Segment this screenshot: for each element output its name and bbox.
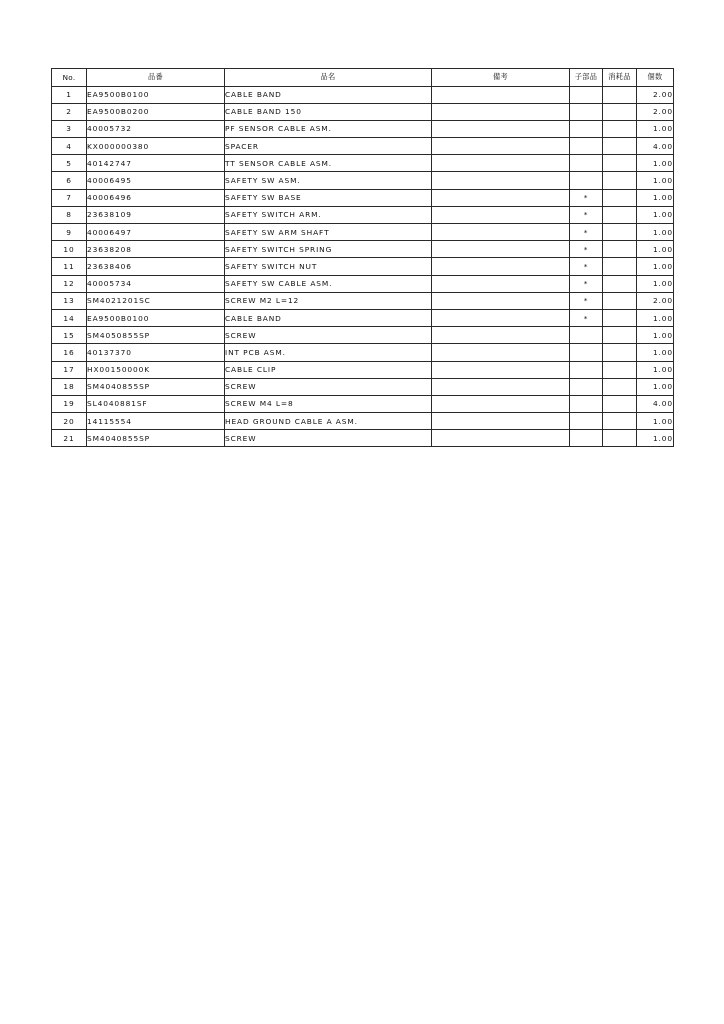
- row-number: 15: [52, 327, 87, 344]
- part-number-cell: EA9500B0200: [87, 103, 225, 120]
- part-number-cell: 40006497: [87, 224, 225, 241]
- table-row: [52, 206, 674, 223]
- header-no: No.: [52, 69, 87, 87]
- row-number: 4: [52, 138, 87, 155]
- part-name-cell: TT SENSOR CABLE ASM.: [225, 155, 432, 172]
- part-number-cell: SM4021201SC: [87, 292, 225, 309]
- part-number-cell: SM4040855SP: [87, 430, 225, 447]
- part-number-cell: 23638109: [87, 206, 225, 223]
- quantity-cell: 1.00: [637, 413, 674, 430]
- part-name-cell: SCREW M4 L=8: [225, 395, 432, 412]
- remarks-cell: [432, 258, 570, 275]
- header-remarks: 備考: [432, 69, 570, 87]
- header-part-name: 品名: [225, 69, 432, 87]
- row-number: 13: [52, 292, 87, 309]
- remarks-cell: [432, 361, 570, 378]
- quantity-cell: 1.00: [637, 361, 674, 378]
- table-row: [52, 120, 674, 137]
- quantity-cell: 2.00: [637, 292, 674, 309]
- remarks-cell: [432, 395, 570, 412]
- table-row: [52, 430, 674, 447]
- sub-part-mark-cell: [570, 327, 603, 344]
- consumable-mark-cell: [603, 275, 637, 292]
- quantity-cell: 1.00: [637, 258, 674, 275]
- part-number-cell: EA9500B0100: [87, 86, 225, 103]
- remarks-cell: [432, 378, 570, 395]
- quantity-cell: 1.00: [637, 327, 674, 344]
- table-row: [52, 258, 674, 275]
- consumable-mark-cell: [603, 103, 637, 120]
- row-number: 3: [52, 120, 87, 137]
- remarks-cell: [432, 309, 570, 326]
- sub-part-mark-cell: *: [570, 258, 603, 275]
- consumable-mark-cell: [603, 430, 637, 447]
- consumable-mark-cell: [603, 138, 637, 155]
- quantity-cell: 1.00: [637, 378, 674, 395]
- consumable-mark-cell: [603, 172, 637, 189]
- part-name-cell: PF SENSOR CABLE ASM.: [225, 120, 432, 137]
- table-row: [52, 378, 674, 395]
- row-number: 16: [52, 344, 87, 361]
- sub-part-mark-cell: *: [570, 275, 603, 292]
- table-row: [52, 241, 674, 258]
- remarks-cell: [432, 430, 570, 447]
- row-number: 20: [52, 413, 87, 430]
- part-name-cell: CABLE BAND 150: [225, 103, 432, 120]
- part-name-cell: SAFETY SWITCH SPRING: [225, 241, 432, 258]
- quantity-cell: 4.00: [637, 395, 674, 412]
- row-number: 8: [52, 206, 87, 223]
- consumable-mark-cell: [603, 206, 637, 223]
- table-row: [52, 275, 674, 292]
- part-number-cell: SM4040855SP: [87, 378, 225, 395]
- remarks-cell: [432, 206, 570, 223]
- sub-part-mark-cell: [570, 120, 603, 137]
- part-name-cell: CABLE BAND: [225, 86, 432, 103]
- part-name-cell: SAFETY SWITCH ARM.: [225, 206, 432, 223]
- remarks-cell: [432, 86, 570, 103]
- sub-part-mark-cell: [570, 378, 603, 395]
- row-number: 17: [52, 361, 87, 378]
- part-number-cell: 40006495: [87, 172, 225, 189]
- consumable-mark-cell: [603, 120, 637, 137]
- header-quantity: 個数: [637, 69, 674, 87]
- consumable-mark-cell: [603, 224, 637, 241]
- remarks-cell: [432, 120, 570, 137]
- table-row: [52, 86, 674, 103]
- row-number: 10: [52, 241, 87, 258]
- sub-part-mark-cell: *: [570, 241, 603, 258]
- part-number-cell: KX000000380: [87, 138, 225, 155]
- quantity-cell: 1.00: [637, 275, 674, 292]
- quantity-cell: 4.00: [637, 138, 674, 155]
- remarks-cell: [432, 138, 570, 155]
- consumable-mark-cell: [603, 86, 637, 103]
- table-row: [52, 361, 674, 378]
- part-name-cell: SAFETY SW ASM.: [225, 172, 432, 189]
- header-consumable: 消耗品: [603, 69, 637, 87]
- table-row: [52, 224, 674, 241]
- quantity-cell: 1.00: [637, 224, 674, 241]
- consumable-mark-cell: [603, 413, 637, 430]
- quantity-cell: 1.00: [637, 189, 674, 206]
- sub-part-mark-cell: [570, 86, 603, 103]
- table-row: [52, 103, 674, 120]
- remarks-cell: [432, 344, 570, 361]
- table-row: [52, 138, 674, 155]
- remarks-cell: [432, 103, 570, 120]
- row-number: 11: [52, 258, 87, 275]
- sub-part-mark-cell: [570, 172, 603, 189]
- table-body: [52, 86, 674, 447]
- part-number-cell: 40005734: [87, 275, 225, 292]
- remarks-cell: [432, 275, 570, 292]
- part-name-cell: CABLE BAND: [225, 309, 432, 326]
- part-number-cell: HX00150000K: [87, 361, 225, 378]
- row-number: 19: [52, 395, 87, 412]
- table-row: [52, 327, 674, 344]
- row-number: 14: [52, 309, 87, 326]
- part-name-cell: SPACER: [225, 138, 432, 155]
- consumable-mark-cell: [603, 258, 637, 275]
- consumable-mark-cell: [603, 327, 637, 344]
- consumable-mark-cell: [603, 395, 637, 412]
- part-number-cell: SL4040881SF: [87, 395, 225, 412]
- remarks-cell: [432, 189, 570, 206]
- sub-part-mark-cell: *: [570, 189, 603, 206]
- part-name-cell: SAFETY SWITCH NUT: [225, 258, 432, 275]
- sub-part-mark-cell: [570, 361, 603, 378]
- part-name-cell: SCREW: [225, 327, 432, 344]
- table-row: [52, 172, 674, 189]
- part-name-cell: SCREW: [225, 378, 432, 395]
- row-number: 1: [52, 86, 87, 103]
- consumable-mark-cell: [603, 361, 637, 378]
- sub-part-mark-cell: [570, 155, 603, 172]
- consumable-mark-cell: [603, 155, 637, 172]
- remarks-cell: [432, 327, 570, 344]
- part-number-cell: 40006496: [87, 189, 225, 206]
- header-sub-part: 子部品: [570, 69, 603, 87]
- quantity-cell: 2.00: [637, 86, 674, 103]
- remarks-cell: [432, 413, 570, 430]
- sub-part-mark-cell: [570, 413, 603, 430]
- quantity-cell: 1.00: [637, 172, 674, 189]
- quantity-cell: 1.00: [637, 309, 674, 326]
- table-row: [52, 292, 674, 309]
- row-number: 21: [52, 430, 87, 447]
- table-header-row: [52, 69, 674, 87]
- part-number-cell: 23638208: [87, 241, 225, 258]
- part-number-cell: 40137370: [87, 344, 225, 361]
- remarks-cell: [432, 292, 570, 309]
- sub-part-mark-cell: *: [570, 224, 603, 241]
- table-row: [52, 155, 674, 172]
- row-number: 18: [52, 378, 87, 395]
- sub-part-mark-cell: [570, 138, 603, 155]
- quantity-cell: 1.00: [637, 206, 674, 223]
- part-name-cell: CABLE CLIP: [225, 361, 432, 378]
- row-number: 5: [52, 155, 87, 172]
- quantity-cell: 1.00: [637, 155, 674, 172]
- quantity-cell: 2.00: [637, 103, 674, 120]
- part-number-cell: 14115554: [87, 413, 225, 430]
- remarks-cell: [432, 224, 570, 241]
- part-number-cell: EA9500B0100: [87, 309, 225, 326]
- table-row: [52, 309, 674, 326]
- consumable-mark-cell: [603, 241, 637, 258]
- quantity-cell: 1.00: [637, 120, 674, 137]
- consumable-mark-cell: [603, 378, 637, 395]
- part-name-cell: INT PCB ASM.: [225, 344, 432, 361]
- parts-list-sheet: [51, 68, 673, 447]
- remarks-cell: [432, 155, 570, 172]
- consumable-mark-cell: [603, 344, 637, 361]
- part-number-cell: 40142747: [87, 155, 225, 172]
- sub-part-mark-cell: [570, 395, 603, 412]
- sub-part-mark-cell: [570, 103, 603, 120]
- sub-part-mark-cell: [570, 344, 603, 361]
- consumable-mark-cell: [603, 189, 637, 206]
- sub-part-mark-cell: [570, 430, 603, 447]
- consumable-mark-cell: [603, 309, 637, 326]
- row-number: 9: [52, 224, 87, 241]
- part-number-cell: SM4050855SP: [87, 327, 225, 344]
- part-name-cell: SAFETY SW CABLE ASM.: [225, 275, 432, 292]
- parts-list-table: [51, 68, 674, 447]
- sub-part-mark-cell: *: [570, 309, 603, 326]
- quantity-cell: 1.00: [637, 344, 674, 361]
- row-number: 12: [52, 275, 87, 292]
- consumable-mark-cell: [603, 292, 637, 309]
- remarks-cell: [432, 241, 570, 258]
- table-row: [52, 395, 674, 412]
- sub-part-mark-cell: *: [570, 206, 603, 223]
- part-name-cell: SAFETY SW ARM SHAFT: [225, 224, 432, 241]
- row-number: 6: [52, 172, 87, 189]
- quantity-cell: 1.00: [637, 430, 674, 447]
- part-name-cell: SCREW: [225, 430, 432, 447]
- row-number: 7: [52, 189, 87, 206]
- sub-part-mark-cell: *: [570, 292, 603, 309]
- table-row: [52, 344, 674, 361]
- quantity-cell: 1.00: [637, 241, 674, 258]
- part-number-cell: 23638406: [87, 258, 225, 275]
- table-row: [52, 413, 674, 430]
- part-name-cell: HEAD GROUND CABLE A ASM.: [225, 413, 432, 430]
- table-row: [52, 189, 674, 206]
- part-number-cell: 40005732: [87, 120, 225, 137]
- header-part-number: 品番: [87, 69, 225, 87]
- remarks-cell: [432, 172, 570, 189]
- part-name-cell: SAFETY SW BASE: [225, 189, 432, 206]
- row-number: 2: [52, 103, 87, 120]
- part-name-cell: SCREW M2 L=12: [225, 292, 432, 309]
